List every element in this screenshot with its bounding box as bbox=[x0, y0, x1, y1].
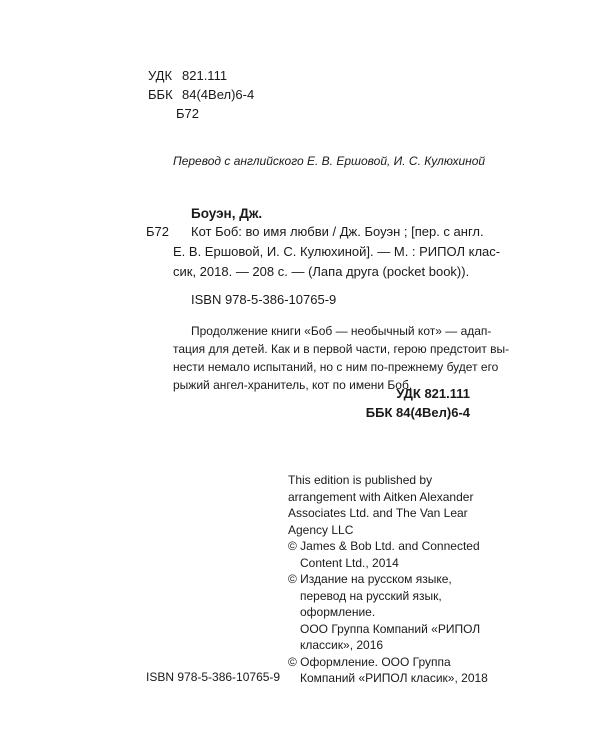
copyright-line: © James & Bob Ltd. and Connected bbox=[288, 539, 480, 553]
udk-label: УДК bbox=[148, 68, 173, 83]
annotation-line: тация для детей. Как и в первой части, герою предстоит вы- bbox=[173, 342, 510, 356]
copyright-line: ООО Группа Компаний «РИПОЛ bbox=[300, 621, 481, 636]
classification-bbk: ББК 84(4Вел)6-4 bbox=[365, 405, 470, 420]
bibliographic-description bbox=[173, 222, 500, 282]
bibliographic-code: Б72 bbox=[146, 224, 169, 239]
annotation-line: нести немало испытаний, но с ним по-прежнему будет его bbox=[173, 360, 499, 374]
udk-row bbox=[148, 66, 254, 85]
bbk-row bbox=[148, 85, 254, 104]
copyright-block bbox=[288, 472, 488, 687]
copyright-line: Associates Ltd. and The Van Lear bbox=[288, 506, 468, 520]
annotation-line: рыжий ангел-хранитель, кот по имени Боб. bbox=[173, 378, 413, 392]
author-heading: Боуэн, Дж. bbox=[191, 206, 263, 221]
annotation-line: Продолжение книги «Боб — необычный кот» — адап- bbox=[191, 324, 492, 338]
copyright-line: перевод на русский язык, bbox=[300, 588, 442, 603]
classification-udk: УДК 821.111 bbox=[396, 386, 470, 401]
author-code: Б72 bbox=[176, 106, 199, 121]
udk-value: 821.111 bbox=[182, 68, 228, 83]
isbn-bottom: ISBN 978-5-386-10765-9 bbox=[146, 670, 281, 684]
isbn-main: ISBN 978-5-386-10765-9 bbox=[191, 292, 337, 307]
copyright-line: Компаний «РИПОЛ класик», 2018 bbox=[300, 671, 488, 685]
copyright-line: классик», 2016 bbox=[300, 638, 384, 652]
bbk-value: 84(4Вел)6-4 bbox=[182, 87, 255, 102]
bib-line: Кот Боб: во имя любви / Дж. Боуэн ; [пер. с англ. bbox=[191, 224, 484, 239]
copyright-line: Content Ltd., 2014 bbox=[300, 555, 399, 570]
copyright-line: This edition is published by bbox=[288, 473, 433, 487]
copyright-line: © Издание на русском языке, bbox=[288, 572, 452, 586]
classification-block bbox=[300, 384, 470, 422]
bbk-label: ББК bbox=[148, 87, 173, 102]
bib-line: Е. В. Ершовой, И. С. Кулюхиной]. — М. : РИПОЛ клас- bbox=[173, 244, 501, 259]
udc-header-block bbox=[148, 66, 254, 123]
copyright-line: Agency LLC bbox=[288, 522, 354, 537]
copyright-line: оформление. bbox=[300, 605, 376, 619]
copyright-line: arrangement with Aitken Alexander bbox=[288, 489, 474, 504]
author-code-row bbox=[148, 104, 254, 123]
bib-line: сик, 2018. — 208 с. — (Лапа друга (pocket book)). bbox=[173, 264, 470, 279]
copyright-line: © Оформление. ООО Группа bbox=[288, 654, 451, 669]
translation-note: Перевод с английского Е. В. Ершовой, И. С. Кулюхиной bbox=[173, 154, 486, 168]
